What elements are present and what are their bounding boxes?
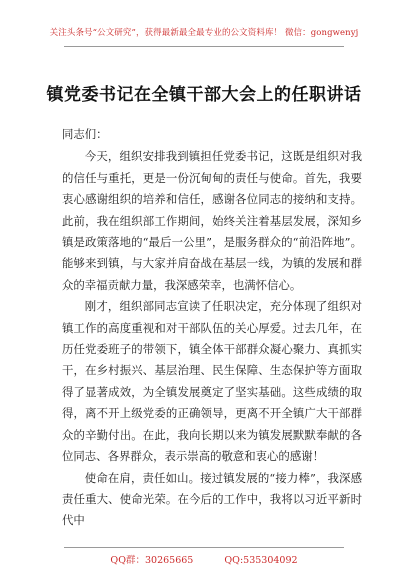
header-divider [64, 46, 344, 47]
footer-qq-group: QQ群：30265665 [110, 555, 194, 566]
footer-divider [64, 547, 344, 548]
paragraph: 使命在肩，责任如山。接过镇发展的“接力棒”，我深感责任重大、使命光荣。在今后的工作中，我将以习近平新时代中 [62, 470, 362, 528]
header-note: 关注头条号“公文研究”，获得最新最全最专业的公文资料库！ 微信：gongwenyj [49, 28, 359, 38]
paragraph: 今天，组织安排我到镇担任党委书记，这既是组织对我的信任与重托，更是一份沉甸甸的责任与使命。首先，我要衷心感谢组织的培养和信任，感谢各位同志的接纳和支持。此前，我在组织部工作期间，始终关注着基层发展，深知乡镇是政策落地的“最后一公里”，是服务群众的“前沿阵地”。能够来到镇，与大家并肩奋战在基层一线，为镇的发展和群众的幸福贡献力量，我深感荣幸，也满怀信心。 [62, 149, 362, 292]
salutation: 同志们： [62, 127, 108, 141]
document-title: 镇党委书记在全镇干部大会上的任职讲话 [46, 85, 362, 105]
footer-qq: QQ:535304092 [224, 555, 298, 566]
paragraph: 刚才，组织部同志宣读了任职决定，充分体现了组织对镇工作的高度重视和对干部队伍的关心厚爱。过去几年，在历任党委班子的带领下，镇全体干部群众凝心聚力、真抓实干，在乡村振兴、基层治理、民生保障、生态保护等方面取得了显著成效，为全镇发展奠定了坚实基础。这些成绩的取得，离不开上级党委的正确领导，更离不开全镇广大干部群众的辛勤付出。在此，我向长期以来为镇发展默默奉献的各位同志、各界群众，表示崇高的敬意和衷心的感谢！ [62, 299, 362, 464]
footer [0, 552, 408, 566]
document-body [62, 124, 362, 532]
